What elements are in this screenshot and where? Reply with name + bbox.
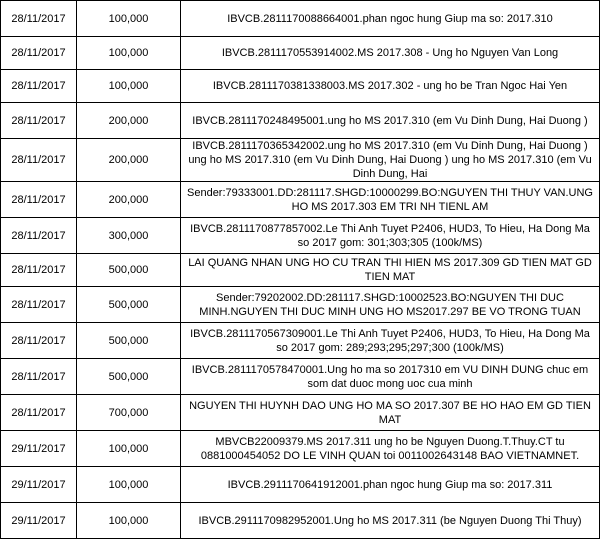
description-cell: IBVCB.2811170567309001.Le Thi Anh Tuyet P2406, HUD3, To Hieu, Ha Dong Ma so 2017 gom: 289;293;295;297;300 (100k/MS) [181,323,600,359]
donation-table-body [1,1,600,539]
table-row [1,395,600,431]
date-cell: 28/11/2017 [1,103,77,139]
amount-cell: 100,000 [77,431,181,467]
description-cell: IBVCB.2811170365342002.ung ho MS 2017.310 (em Vu Dinh Dung, Hai Duong ) ung ho MS 2017.310 (em Vu Dinh Dung, Hai Duong ) ung ho MS 2017.310 (em Vu Dinh Dung, Hai [181,139,600,182]
amount-cell: 100,000 [77,467,181,503]
amount-cell: 500,000 [77,287,181,323]
date-cell: 28/11/2017 [1,1,77,37]
amount-cell: 100,000 [77,70,181,103]
table-row [1,1,600,37]
amount-cell: 100,000 [77,37,181,70]
description-cell: IBVCB.2811170248495001.ung ho MS 2017.310 (em Vu Dinh Dung, Hai Duong ) [181,103,600,139]
amount-cell: 200,000 [77,182,181,218]
description-cell: LAI QUANG NHAN UNG HO CU TRAN THI HIEN MS 2017.309 GD TIEN MAT GD TIEN MAT [181,254,600,287]
table-row [1,37,600,70]
description-cell: IBVCB.2811170578470001.Ung ho ma so 2017310 em VU DINH DUNG chuc em som dat duoc mong uoc cua minh [181,359,600,395]
date-cell: 28/11/2017 [1,359,77,395]
date-cell: 29/11/2017 [1,503,77,539]
description-cell: MBVCB22009379.MS 2017.311 ung ho be Nguyen Duong.T.Thuy.CT tu 0881000454052 DO LE VINH QUAN toi 0011002643148 BAO VIETNAMNET. [181,431,600,467]
date-cell: 29/11/2017 [1,467,77,503]
amount-cell: 500,000 [77,323,181,359]
table-row [1,182,600,218]
amount-cell: 100,000 [77,1,181,37]
amount-cell: 500,000 [77,254,181,287]
table-row [1,431,600,467]
table-row [1,103,600,139]
date-cell: 28/11/2017 [1,37,77,70]
amount-cell: 700,000 [77,395,181,431]
table-row [1,139,600,182]
table-row [1,218,600,254]
date-cell: 28/11/2017 [1,139,77,182]
amount-cell: 300,000 [77,218,181,254]
description-cell: IBVCB.2911170641912001.phan ngoc hung Giup ma so: 2017.311 [181,467,600,503]
amount-cell: 200,000 [77,139,181,182]
table-row [1,467,600,503]
date-cell: 28/11/2017 [1,182,77,218]
amount-cell: 200,000 [77,103,181,139]
table-row [1,254,600,287]
date-cell: 28/11/2017 [1,254,77,287]
table-row [1,503,600,539]
description-cell: Sender:79202002.DD:281117.SHGD:10002523.BO:NGUYEN THI DUC MINH.NGUYEN THI DUC MINH UNG HO MS2017.297 BE VO TRONG TUAN [181,287,600,323]
description-cell: IBVCB.2911170982952001.Ung ho MS 2017.311 (be Nguyen Duong Thi Thuy) [181,503,600,539]
date-cell: 29/11/2017 [1,431,77,467]
amount-cell: 500,000 [77,359,181,395]
date-cell: 28/11/2017 [1,218,77,254]
description-cell: Sender:79333001.DD:281117.SHGD:10000299.BO:NGUYEN THI THUY VAN.UNG HO MS 2017.303 EM TRI NH TIENL AM [181,182,600,218]
description-cell: IBVCB.2811170088664001.phan ngoc hung Giup ma so: 2017.310 [181,1,600,37]
date-cell: 28/11/2017 [1,70,77,103]
date-cell: 28/11/2017 [1,395,77,431]
date-cell: 28/11/2017 [1,323,77,359]
table-row [1,287,600,323]
table-row [1,359,600,395]
description-cell: NGUYEN THI HUYNH DAO UNG HO MA SO 2017.307 BE HO HAO EM GD TIEN MAT [181,395,600,431]
description-cell: IBVCB.2811170553914002.MS 2017.308 - Ung ho Nguyen Van Long [181,37,600,70]
amount-cell: 100,000 [77,503,181,539]
table-row [1,70,600,103]
date-cell: 28/11/2017 [1,287,77,323]
description-cell: IBVCB.2811170877857002.Le Thi Anh Tuyet P2406, HUD3, To Hieu, Ha Dong Ma so 2017 gom: 301;303;305 (100k/MS) [181,218,600,254]
table-row [1,323,600,359]
description-cell: IBVCB.2811170381338003.MS 2017.302 - ung ho be Tran Ngoc Hai Yen [181,70,600,103]
